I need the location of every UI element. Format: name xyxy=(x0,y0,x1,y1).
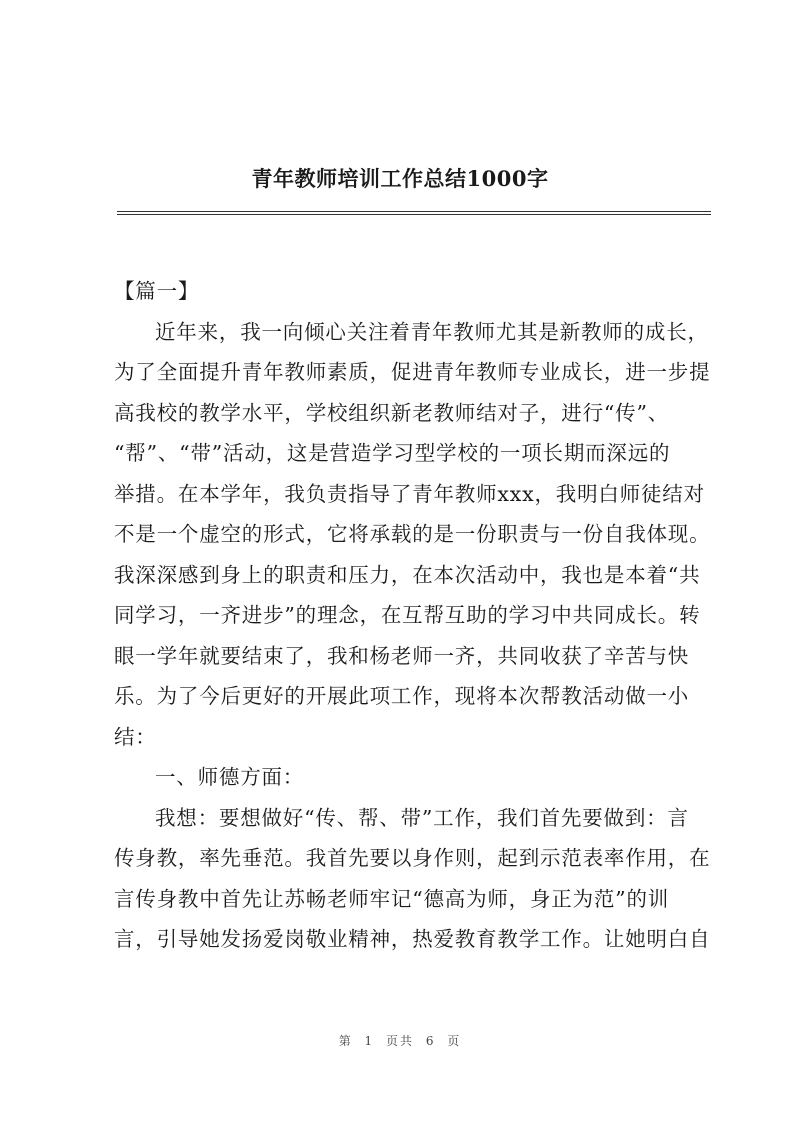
section-tag: 【篇一】 xyxy=(114,279,200,303)
page-number-footer: 第 1 页共 6 页 xyxy=(338,1034,462,1048)
paragraph-line: 乐。为了今后更好的开展此项工作，现将本次帮教活动做一小 xyxy=(114,684,690,708)
paragraph-2 xyxy=(114,798,712,960)
paragraph-line: 不是一个虚空的形式，它将承载的是一份职责与一份自我体现。 xyxy=(114,522,711,546)
paragraph-line: “帮”、“带”活动，这是营造学习型学校的一项长期而深远的 xyxy=(114,441,671,465)
paragraph-line: 结： xyxy=(114,724,157,749)
document-body xyxy=(114,271,712,960)
document-title: 青年教师培训工作总结1000字 xyxy=(251,166,549,191)
heading-line: 一、师德方面： xyxy=(155,765,305,789)
paragraph-line: 言传身教中首先让苏畅老师牢记“德高为师，身正为范”的训 xyxy=(114,886,670,911)
title-divider-second xyxy=(117,214,711,215)
paragraph-line: 举措。在本学年，我负责指导了青年教师xxx，我明白师徒结对 xyxy=(114,481,705,506)
paragraph-line: 我想：要想做好“传、帮、带”工作，我们首先要做到：言 xyxy=(155,805,689,830)
paragraph-line: 眼一学年就要结束了，我和杨老师一齐，共同收获了辛苦与快 xyxy=(114,643,690,668)
paragraph-line: 我深深感到身上的职责和压力，在本次活动中，我也是本着“共 xyxy=(114,562,701,587)
paragraph-1 xyxy=(114,312,712,758)
paragraph-line: 传身教，率先垂范。我首先要以身作则，起到示范表率作用，在 xyxy=(114,846,711,870)
paragraph-line: 同学习，一齐进步”的理念，在互帮互助的学习中共同成长。转 xyxy=(114,603,701,627)
paragraph-line: 言，引导她发扬爱岗敬业精神，热爱教育教学工作。让她明白自 xyxy=(114,927,711,951)
title-divider xyxy=(117,211,711,212)
paragraph-line: 为了全面提升青年教师素质，促进青年教师专业成长，进一步提 xyxy=(114,360,711,384)
paragraph-line: 高我校的教学水平，学校组织新老教师结对子，进行“传”、 xyxy=(114,400,670,425)
paragraph-line: 近年来，我一向倾心关注着青年教师尤其是新教师的成长， xyxy=(155,319,709,344)
section-heading xyxy=(114,757,712,798)
